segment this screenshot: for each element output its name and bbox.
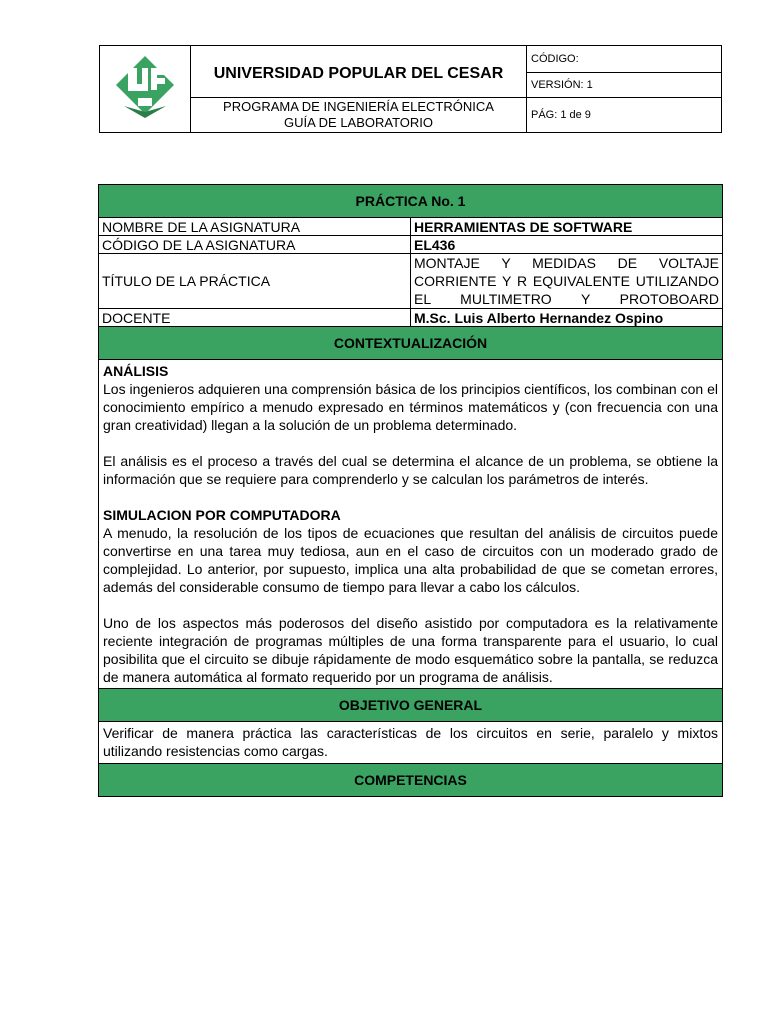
version-cell: VERSIÓN: 1 [527,73,722,98]
practice-title-value: MONTAJE Y MEDIDAS DE VOLTAJE CORRIENTE Y R EQUIVALENTE UTILIZANDO EL MULTIMETRO Y PROTOBOARD [411,254,723,309]
code-cell: CÓDIGO: [527,46,722,73]
practice-title: PRÁCTICA No. 1 [99,185,723,218]
upc-logo-icon [114,54,176,120]
program-name: PROGRAMA DE INGENIERÍA ELECTRÓNICA [223,99,494,114]
logo-cell [100,46,191,133]
simulation-heading: SIMULACION POR COMPUTADORA [103,507,341,523]
guide-name: GUÍA DE LABORATORIO [283,115,434,130]
subject-code-label: CÓDIGO DE LA ASIGNATURA [99,236,411,254]
objective-body [99,722,723,764]
teacher-label: DOCENTE [99,309,411,327]
objective-heading: OBJETIVO GENERAL [99,689,723,722]
simulation-paragraph-2: Uno de los aspectos más poderosos del diseño asistido por computadora es la relativamente reciente integración de programas múltiples de una forma transparente para el usuario, lo cual posibilita que el circuito se dibuje rápidamente de modo esquemático sobre la pantalla, se reduzca de manera automática al formato requerido por un programa de análisis. [103,615,718,685]
context-heading: CONTEXTUALIZACIÓN [99,327,723,360]
page-cell: PÁG: 1 de 9 [527,98,722,133]
teacher-value: M.Sc. Luis Alberto Hernandez Ospino [411,309,723,327]
analysis-paragraph-2: El análisis es el proceso a través del cual se determina el alcance de un problema, se obtiene la información que se requiere para comprenderlo y se calculan los parámetros de interés. [103,453,718,487]
objective-text: Verificar de manera práctica las características de los circuitos en serie, paralelo y mixtos utilizando resistencias como cargas. [103,725,718,759]
analysis-heading: ANÁLISIS [103,363,169,379]
simulation-paragraph-1: A menudo, la resolución de los tipos de ecuaciones que resultan del análisis de circuitos puede convertirse en una tarea muy tediosa, aun en el caso de circuitos con un moderado grado de complejidad. Lo anterior, por supuesto, implica una alta probabilidad de que se cometan errores, además del considerable consumo de tiempo para llevar a cabo los cálculos. [103,525,718,595]
context-body [99,360,723,689]
practice-table [98,184,723,797]
subject-name-value: HERRAMIENTAS DE SOFTWARE [411,218,723,236]
subject-code-value: EL436 [411,236,723,254]
competencies-heading: COMPETENCIAS [99,764,723,797]
document-header [99,45,722,133]
university-title-cell [191,46,527,98]
subject-name-label: NOMBRE DE LA ASIGNATURA [99,218,411,236]
university-name: UNIVERSIDAD POPULAR DEL CESAR [213,64,504,82]
program-cell [191,98,527,133]
practice-title-label: TÍTULO DE LA PRÁCTICA [99,254,411,309]
analysis-paragraph-1: Los ingenieros adquieren una comprensión básica de los principios científicos, los combinan con el conocimiento empírico a menudo expresado en términos matemáticos y (con frecuencia con una gran creatividad) llegan a la solución de un problema determinado. [103,381,718,433]
